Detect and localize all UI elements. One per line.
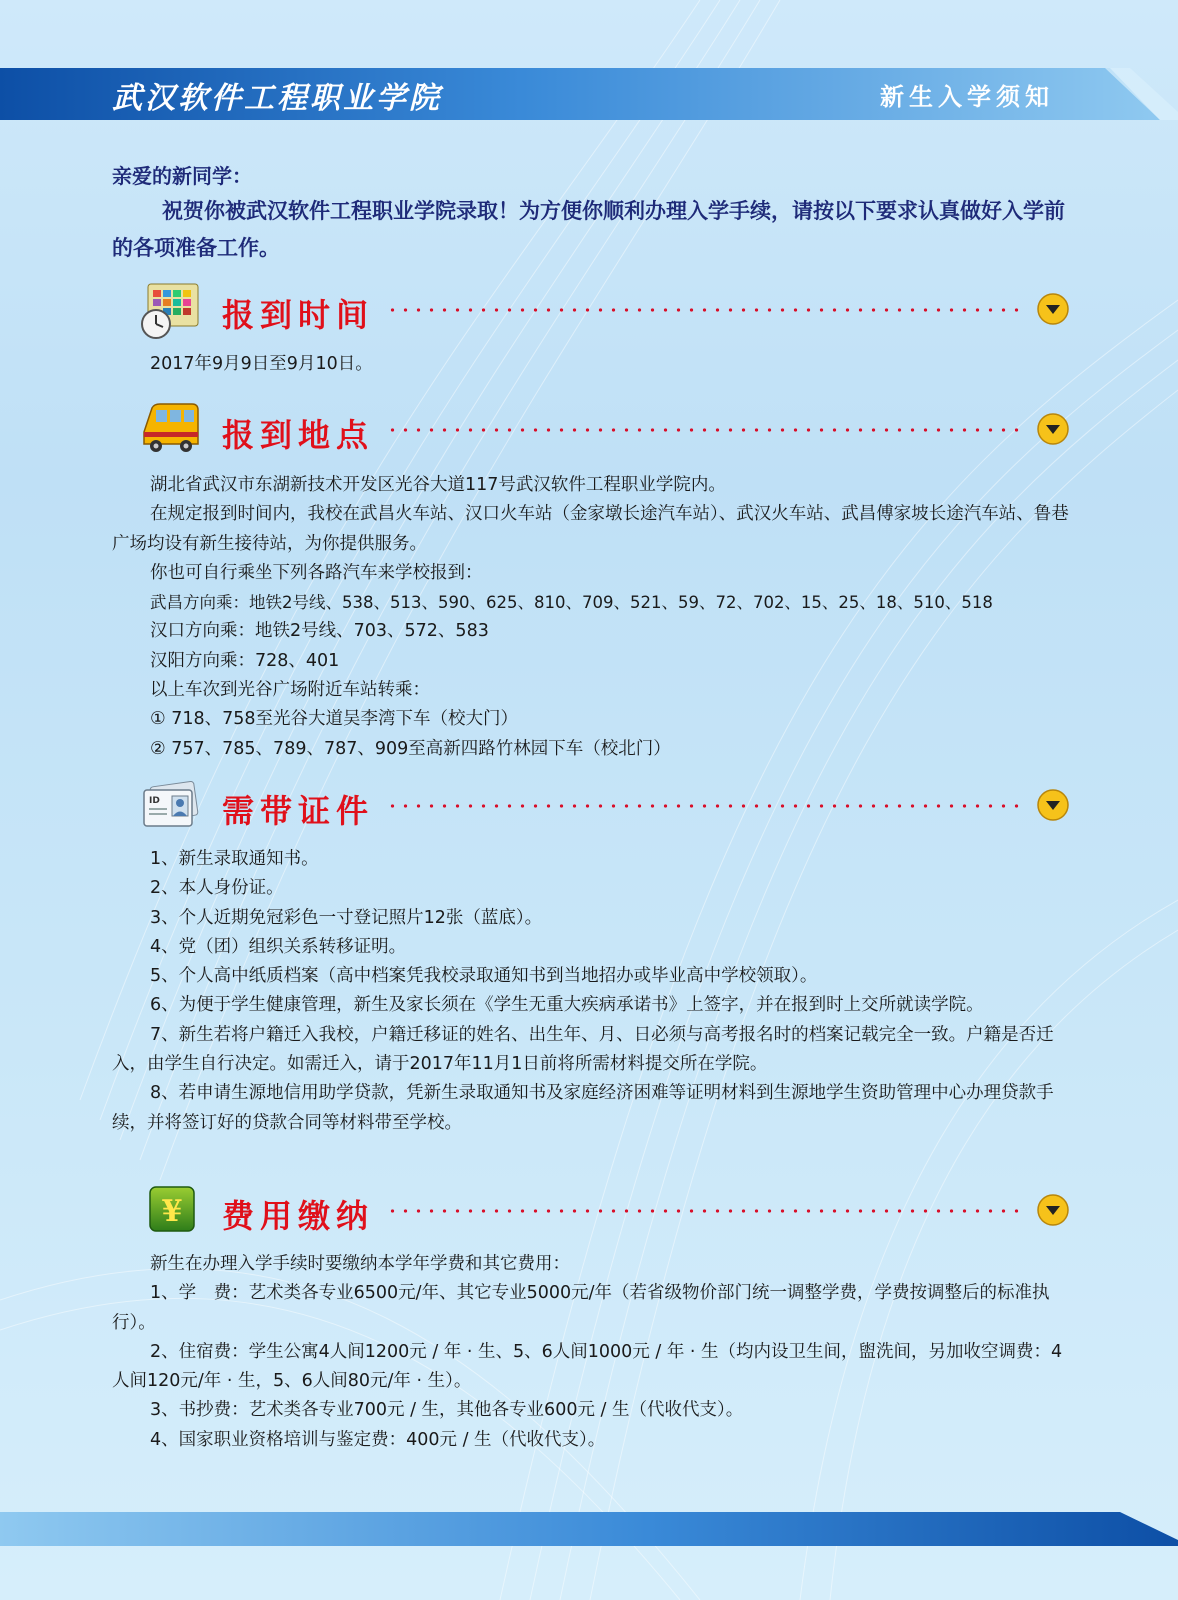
body-line: 新生在办理入学手续时要缴纳本学年学费和其它费用： [150, 1254, 570, 1274]
body-line: 2、本人身份证。 [150, 878, 284, 899]
chevron-down-icon [1036, 788, 1070, 822]
body-line: 2、住宿费：学生公寓4人间1200元 / 年 · 生、5、6人间1000元 / 年 · 生（均内设卫生间，盥洗间，另加收空调费：4人间120元/年 · 生，5、6人间80元/年 · 生）。 [112, 1341, 1063, 1392]
body-line: 以上车次到光谷广场附近车站转乘： [150, 680, 430, 701]
body-line: 2017年9月9日至9月10日。 [150, 354, 373, 374]
body-line: 5、个人高中纸质档案（高中档案凭我校录取通知书到当地招办或毕业高中学校领取）。 [150, 966, 818, 987]
footer-band [0, 1512, 1178, 1546]
body-line: ② 757、785、789、787、909至高新四路竹林园下车（校北门） [150, 738, 671, 759]
body-line: 4、党（团）组织关系转移证明。 [150, 936, 407, 957]
body-line: 1、新生录取通知书。 [150, 849, 319, 869]
dotted-divider [386, 804, 1026, 808]
section-title: 报到时间 [222, 296, 375, 334]
body-line: 3、书抄费：艺术类各专业700元 / 生，其他各专业600元 / 生（代收代支）。 [150, 1400, 744, 1421]
body-line: 7、新生若将户籍迁入我校，户籍迁移证的姓名、出生年、月、日必须与高考报名时的档案记载完全一致。户籍是否迁入，由学生自行决定。如需迁入，请于2017年11月1日前将所需材料提交所在学院。 [112, 1024, 1054, 1075]
section-title: 费用缴纳 [222, 1197, 375, 1235]
body-line: 3、个人近期免冠彩色一寸登记照片12张（蓝底）。 [150, 907, 543, 928]
chevron-down-icon [1036, 1193, 1070, 1227]
section-title: 报到地点 [222, 416, 375, 454]
body-line: 湖北省武汉市东湖新技术开发区光谷大道117号武汉软件工程职业学院内。 [150, 475, 726, 495]
greeting: 亲爱的新同学： [112, 164, 252, 188]
section-header-report-time [138, 278, 1070, 342]
section-body-documents [112, 845, 1070, 1138]
chevron-down-icon [1036, 292, 1070, 326]
body-line: 在规定报到时间内，我校在武昌火车站、汉口火车站（金家墩长途汽车站）、武汉火车站、武昌傅家坡长途汽车站、鲁巷广场均设有新生接待站，为你提供服务。 [112, 504, 1069, 554]
section-header-fees [138, 1179, 1070, 1243]
section-title: 需带证件 [222, 792, 375, 830]
body-line: 1、学 费：艺术类各专业6500元/年、其它专业5000元/年（若省级物价部门统一调整学费，学费按调整后的标准执行）。 [112, 1283, 1050, 1333]
svg-text:ID: ID [149, 796, 160, 806]
chevron-down-icon [1036, 412, 1070, 446]
body-line: 8、若申请生源地信用助学贷款，凭新生录取通知书及家庭经济困难等证明材料到生源地学生资助管理中心办理贷款手续，并将签订好的贷款合同等材料带至学校。 [112, 1083, 1054, 1133]
section-body-fees [112, 1250, 1070, 1455]
body-line: 汉阳方向乘：728、401 [150, 650, 340, 671]
dotted-divider [386, 428, 1026, 432]
body-line: ① 718、758至光谷大道吴李湾下车（校大门） [150, 709, 519, 730]
body-line: 4、国家职业资格培训与鉴定费：400元 / 生（代收代支）。 [150, 1429, 606, 1450]
id-card-icon [138, 774, 202, 838]
school-name-logo: 武汉软件工程职业学院 [112, 81, 442, 116]
calendar-clock-icon [138, 278, 202, 342]
section-header-documents [138, 774, 1070, 838]
dotted-divider [386, 1209, 1026, 1213]
yuan-icon [138, 1179, 202, 1243]
section-body-report-time [112, 350, 1070, 379]
section-body-report-location [112, 471, 1070, 764]
page-header-title: 新生入学须知 [880, 83, 1054, 111]
body-line: 武昌方向乘：地铁2号线、538、513、590、625、810、709、521、59、72、702、15、25、18、510、518 [150, 593, 993, 613]
body-line: 你也可自行乘坐下列各路汽车来学校报到： [150, 562, 483, 583]
body-line: 6、为便于学生健康管理，新生及家长须在《学生无重大疾病承诺书》上签字，并在报到时上交所就读学院。 [150, 995, 984, 1016]
dotted-divider [386, 308, 1026, 312]
svg-text:¥: ¥ [161, 1194, 183, 1229]
body-line: 汉口方向乘：地铁2号线、703、572、583 [150, 621, 489, 642]
bus-icon [138, 398, 202, 462]
section-header-report-location [138, 398, 1070, 462]
intro-paragraph: 祝贺你被武汉软件工程职业学院录取！为方便你顺利办理入学手续，请按以下要求认真做好入学前的各项准备工作。 [112, 199, 1065, 260]
